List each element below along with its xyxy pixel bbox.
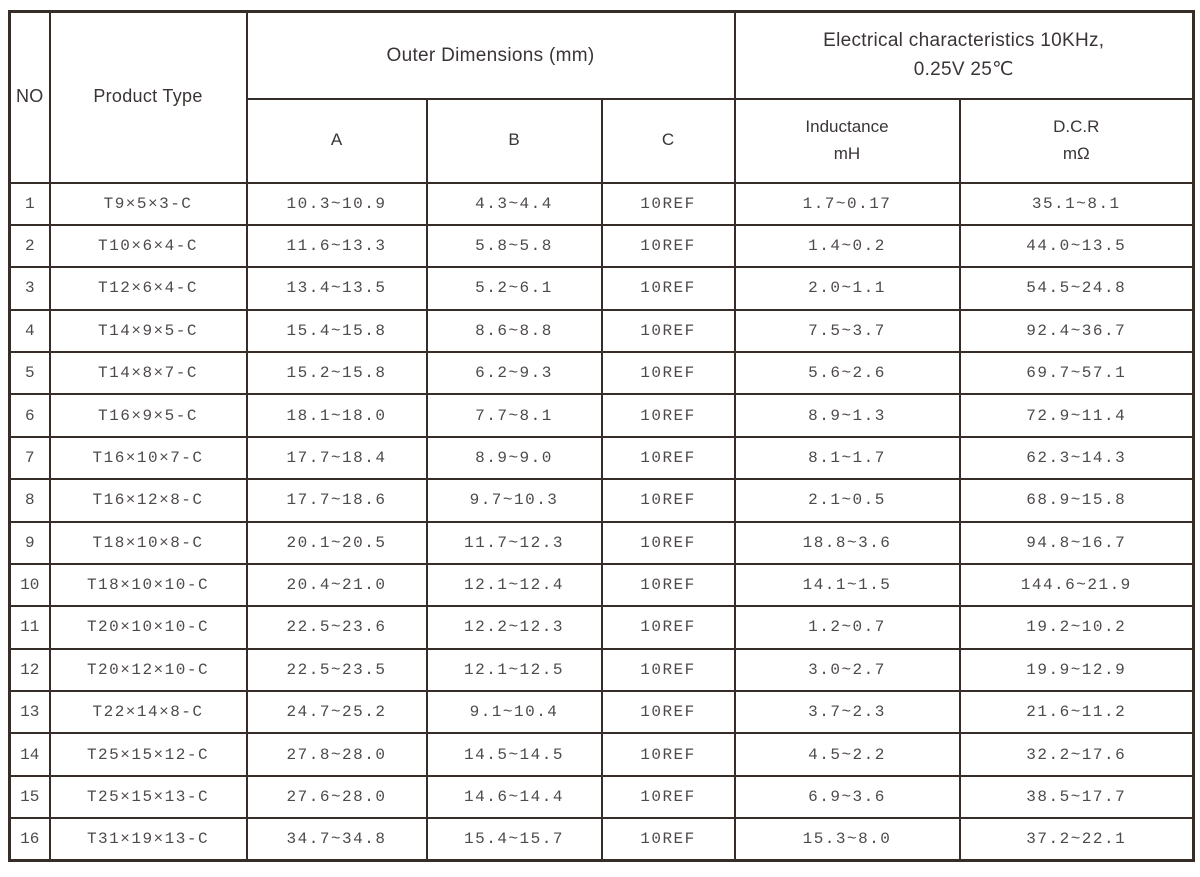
cell-product-type: T22×14×8-C	[50, 691, 247, 733]
cell-product-type: T20×12×10-C	[50, 649, 247, 691]
cell-dimension-b: 14.5~14.5	[427, 733, 602, 775]
table-row	[10, 606, 1194, 648]
cell-dimension-c: 10REF	[602, 606, 735, 648]
cell-inductance: 6.9~3.6	[735, 776, 960, 818]
cell-product-type: T16×12×8-C	[50, 479, 247, 521]
cell-dcr: 37.2~22.1	[960, 818, 1194, 860]
cell-no: 16	[10, 818, 50, 860]
table-row	[10, 479, 1194, 521]
cell-no: 14	[10, 733, 50, 775]
cell-dcr: 19.2~10.2	[960, 606, 1194, 648]
table-row	[10, 776, 1194, 818]
cell-no: 12	[10, 649, 50, 691]
table-row	[10, 691, 1194, 733]
cell-dimension-c: 10REF	[602, 225, 735, 267]
cell-inductance: 1.2~0.7	[735, 606, 960, 648]
table-row	[10, 267, 1194, 309]
table-row	[10, 437, 1194, 479]
cell-product-type: T18×10×10-C	[50, 564, 247, 606]
cell-dimension-c: 10REF	[602, 649, 735, 691]
cell-no: 4	[10, 310, 50, 352]
cell-inductance: 2.1~0.5	[735, 479, 960, 521]
cell-dcr: 44.0~13.5	[960, 225, 1194, 267]
cell-dimension-a: 20.1~20.5	[247, 522, 427, 564]
cell-dimension-a: 10.3~10.9	[247, 183, 427, 225]
cell-dcr: 54.5~24.8	[960, 267, 1194, 309]
cell-product-type: T16×9×5-C	[50, 394, 247, 436]
cell-product-type: T12×6×4-C	[50, 267, 247, 309]
cell-product-type: T25×15×12-C	[50, 733, 247, 775]
cell-dimension-a: 18.1~18.0	[247, 394, 427, 436]
cell-no: 10	[10, 564, 50, 606]
cell-dimension-a: 17.7~18.4	[247, 437, 427, 479]
cell-inductance: 5.6~2.6	[735, 352, 960, 394]
cell-dimension-a: 15.2~15.8	[247, 352, 427, 394]
cell-dimension-c: 10REF	[602, 352, 735, 394]
electrical-characteristics-line2: 0.25V 25℃	[913, 59, 1014, 81]
cell-dimension-a: 27.6~28.0	[247, 776, 427, 818]
cell-dimension-b: 12.1~12.4	[427, 564, 602, 606]
cell-product-type: T20×10×10-C	[50, 606, 247, 648]
cell-dimension-b: 15.4~15.7	[427, 818, 602, 860]
table-row	[10, 564, 1194, 606]
cell-dimension-c: 10REF	[602, 818, 735, 860]
cell-no: 2	[10, 225, 50, 267]
cell-no: 3	[10, 267, 50, 309]
column-header-product-type: Product Type	[50, 12, 247, 183]
table-body	[10, 183, 1194, 861]
column-header-no: NO	[10, 12, 50, 183]
table-row	[10, 352, 1194, 394]
cell-dimension-b: 12.2~12.3	[427, 606, 602, 648]
column-header-c: C	[602, 99, 735, 183]
cell-dimension-b: 8.9~9.0	[427, 437, 602, 479]
cell-inductance: 8.1~1.7	[735, 437, 960, 479]
cell-dimension-b: 14.6~14.4	[427, 776, 602, 818]
cell-dimension-b: 11.7~12.3	[427, 522, 602, 564]
table-row	[10, 310, 1194, 352]
cell-dcr: 144.6~21.9	[960, 564, 1194, 606]
cell-dcr: 72.9~11.4	[960, 394, 1194, 436]
table-row	[10, 183, 1194, 225]
electrical-characteristics-line1: Electrical characteristics 10KHz,	[823, 29, 1105, 51]
cell-dcr: 32.2~17.6	[960, 733, 1194, 775]
cell-no: 8	[10, 479, 50, 521]
cell-dimension-b: 7.7~8.1	[427, 394, 602, 436]
cell-dimension-a: 17.7~18.6	[247, 479, 427, 521]
cell-dcr: 35.1~8.1	[960, 183, 1194, 225]
inductance-unit: mH	[833, 143, 861, 163]
cell-dimension-c: 10REF	[602, 183, 735, 225]
cell-inductance: 14.1~1.5	[735, 564, 960, 606]
cell-inductance: 18.8~3.6	[735, 522, 960, 564]
cell-dimension-a: 13.4~13.5	[247, 267, 427, 309]
dcr-label: D.C.R	[1053, 117, 1100, 137]
cell-dcr: 38.5~17.7	[960, 776, 1194, 818]
cell-inductance: 1.4~0.2	[735, 225, 960, 267]
cell-dimension-c: 10REF	[602, 310, 735, 352]
cell-dimension-a: 15.4~15.8	[247, 310, 427, 352]
column-group-electrical-characteristics	[735, 12, 1194, 99]
cell-dcr: 69.7~57.1	[960, 352, 1194, 394]
table-row	[10, 818, 1194, 860]
column-group-outer-dimensions: Outer Dimensions (mm)	[247, 12, 735, 99]
cell-inductance: 1.7~0.17	[735, 183, 960, 225]
cell-product-type: T14×8×7-C	[50, 352, 247, 394]
cell-dimension-b: 5.8~5.8	[427, 225, 602, 267]
column-header-b: B	[427, 99, 602, 183]
cell-dimension-b: 8.6~8.8	[427, 310, 602, 352]
cell-no: 5	[10, 352, 50, 394]
cell-no: 6	[10, 394, 50, 436]
cell-inductance: 8.9~1.3	[735, 394, 960, 436]
cell-dimension-c: 10REF	[602, 267, 735, 309]
cell-dcr: 92.4~36.7	[960, 310, 1194, 352]
table-header	[10, 12, 1194, 183]
table-row	[10, 225, 1194, 267]
cell-dcr: 19.9~12.9	[960, 649, 1194, 691]
table-row	[10, 394, 1194, 436]
table-row	[10, 733, 1194, 775]
cell-dimension-c: 10REF	[602, 522, 735, 564]
cell-dcr: 21.6~11.2	[960, 691, 1194, 733]
dcr-unit: mΩ	[1062, 143, 1090, 163]
cell-dimension-c: 10REF	[602, 437, 735, 479]
cell-dimension-b: 9.1~10.4	[427, 691, 602, 733]
cell-no: 13	[10, 691, 50, 733]
cell-dimension-a: 34.7~34.8	[247, 818, 427, 860]
cell-no: 9	[10, 522, 50, 564]
table-row	[10, 522, 1194, 564]
cell-dimension-c: 10REF	[602, 479, 735, 521]
cell-product-type: T9×5×3-C	[50, 183, 247, 225]
cell-no: 11	[10, 606, 50, 648]
cell-dimension-c: 10REF	[602, 691, 735, 733]
cell-dimension-a: 27.8~28.0	[247, 733, 427, 775]
cell-inductance: 15.3~8.0	[735, 818, 960, 860]
cell-dcr: 68.9~15.8	[960, 479, 1194, 521]
column-header-dcr	[960, 99, 1194, 183]
cell-dcr: 94.8~16.7	[960, 522, 1194, 564]
cell-product-type: T25×15×13-C	[50, 776, 247, 818]
cell-dimension-b: 9.7~10.3	[427, 479, 602, 521]
cell-dimension-a: 11.6~13.3	[247, 225, 427, 267]
cell-inductance: 2.0~1.1	[735, 267, 960, 309]
cell-product-type: T31×19×13-C	[50, 818, 247, 860]
cell-dcr: 62.3~14.3	[960, 437, 1194, 479]
cell-no: 1	[10, 183, 50, 225]
product-spec-table	[8, 10, 1195, 862]
cell-inductance: 3.7~2.3	[735, 691, 960, 733]
cell-inductance: 4.5~2.2	[735, 733, 960, 775]
cell-dimension-b: 4.3~4.4	[427, 183, 602, 225]
cell-dimension-a: 22.5~23.5	[247, 649, 427, 691]
cell-dimension-a: 20.4~21.0	[247, 564, 427, 606]
cell-dimension-a: 22.5~23.6	[247, 606, 427, 648]
cell-dimension-c: 10REF	[602, 564, 735, 606]
cell-dimension-a: 24.7~25.2	[247, 691, 427, 733]
cell-dimension-b: 12.1~12.5	[427, 649, 602, 691]
inductance-label: Inductance	[805, 117, 889, 137]
column-header-a: A	[247, 99, 427, 183]
cell-no: 15	[10, 776, 50, 818]
cell-inductance: 3.0~2.7	[735, 649, 960, 691]
cell-dimension-b: 5.2~6.1	[427, 267, 602, 309]
datasheet-page	[8, 10, 1192, 862]
cell-dimension-c: 10REF	[602, 733, 735, 775]
cell-dimension-c: 10REF	[602, 776, 735, 818]
cell-product-type: T14×9×5-C	[50, 310, 247, 352]
cell-dimension-b: 6.2~9.3	[427, 352, 602, 394]
cell-inductance: 7.5~3.7	[735, 310, 960, 352]
column-header-inductance	[735, 99, 960, 183]
cell-dimension-c: 10REF	[602, 394, 735, 436]
cell-no: 7	[10, 437, 50, 479]
cell-product-type: T18×10×8-C	[50, 522, 247, 564]
cell-product-type: T10×6×4-C	[50, 225, 247, 267]
table-row	[10, 649, 1194, 691]
cell-product-type: T16×10×7-C	[50, 437, 247, 479]
